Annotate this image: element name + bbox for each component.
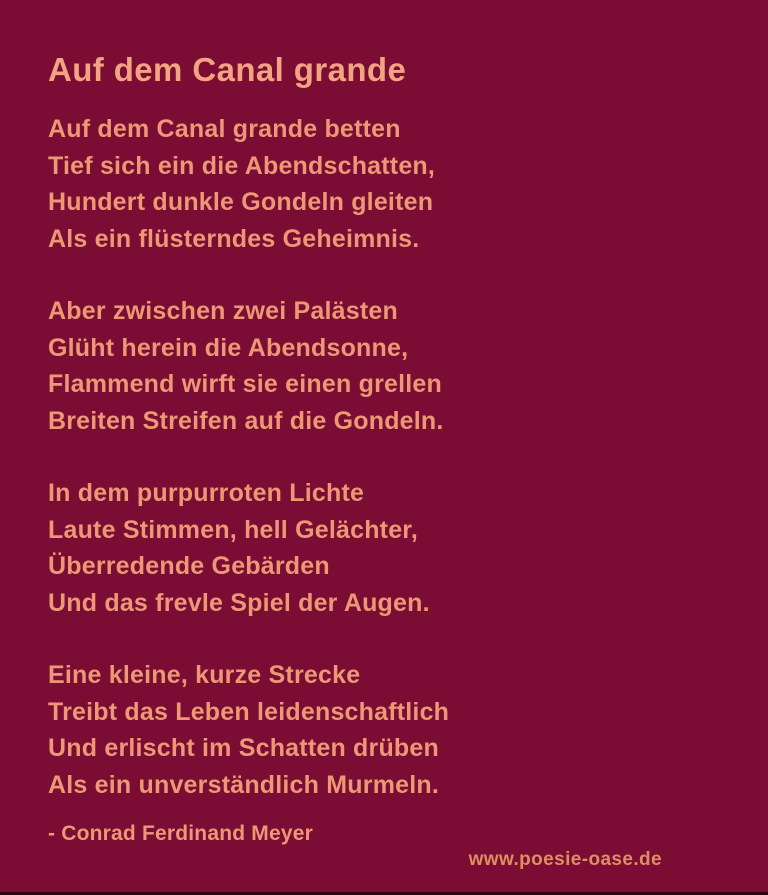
poem-line: Hundert dunkle Gondeln gleiten <box>48 188 434 216</box>
poem-line: Auf dem Canal grande betten <box>48 115 401 143</box>
poem-line: Treibt das Leben leidenschaftlich <box>48 697 450 726</box>
poem-stanza <box>48 293 728 439</box>
poem-line: Überredende Gebärden <box>48 552 330 580</box>
poem-line: In dem purpurroten Lichte <box>48 479 365 507</box>
poem-line: Laute Stimmen, hell Gelächter, <box>48 515 419 544</box>
poem-line: Tief sich ein die Abendschatten, <box>48 151 436 180</box>
poem-line: Glüht herein die Abendsonne, <box>48 333 409 362</box>
poem-line: Flammend wirft sie einen grellen <box>48 370 442 398</box>
poem-line: Und das frevle Spiel der Augen. <box>48 588 430 617</box>
poem-line: Breiten Streifen auf die Gondeln. <box>48 406 444 435</box>
poem-stanza <box>48 657 728 803</box>
poem-line: Als ein unverständlich Murmeln. <box>48 770 440 799</box>
poem-body <box>48 111 728 803</box>
poem-line: Als ein flüsterndes Geheimnis. <box>48 224 420 253</box>
poem-stanza <box>48 111 728 257</box>
poem-line: Eine kleine, kurze Strecke <box>48 661 361 689</box>
poem-attribution: - Conrad Ferdinand Meyer <box>48 822 314 845</box>
watermark-url: www.poesie-oase.de <box>468 849 662 870</box>
poem-title: Auf dem Canal grande <box>48 51 407 88</box>
poem-line: Aber zwischen zwei Palästen <box>48 297 398 325</box>
poem-stanza <box>48 475 728 621</box>
poem-line: Und erlischt im Schatten drüben <box>48 734 439 762</box>
